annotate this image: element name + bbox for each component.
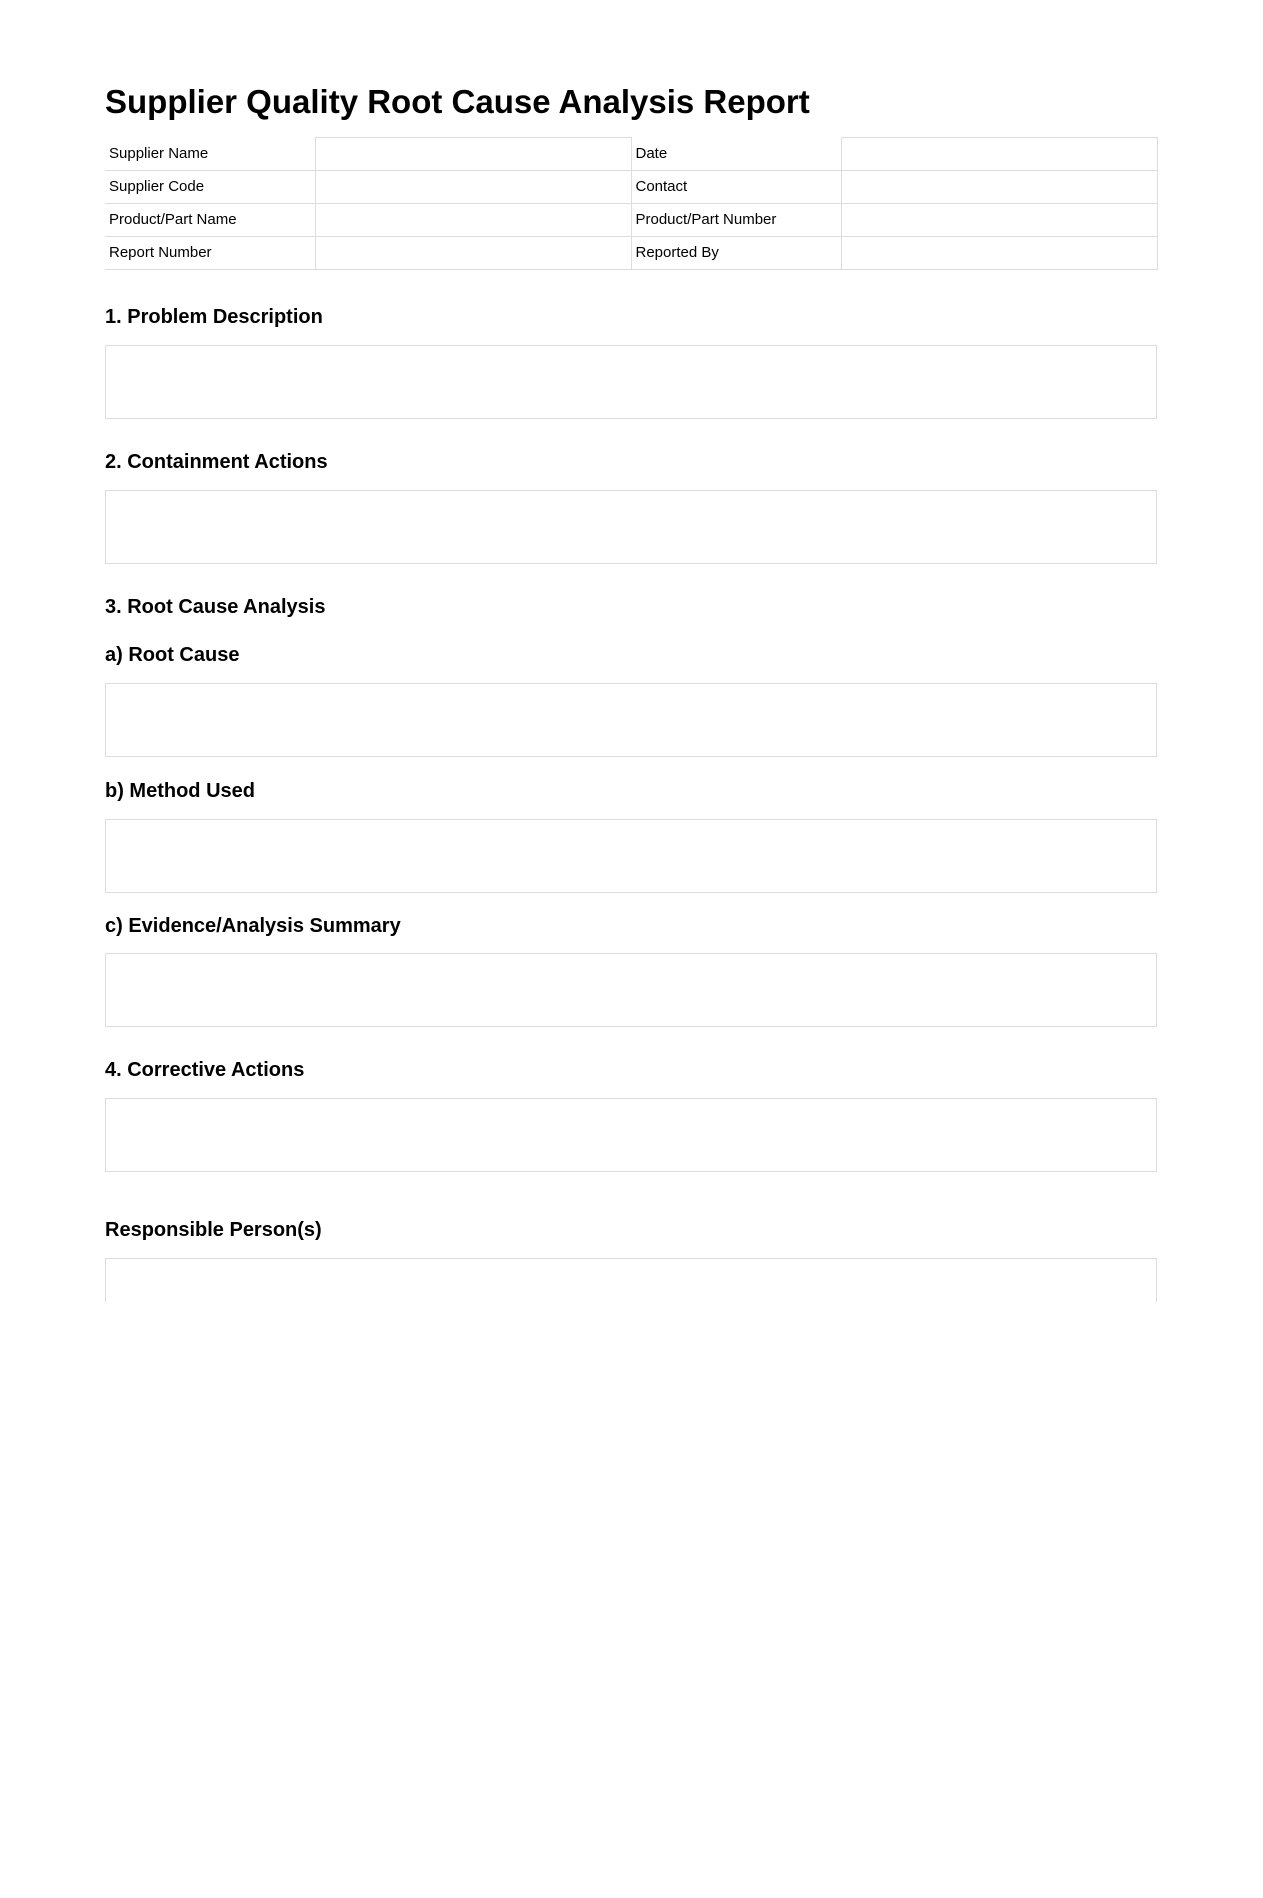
responsible-persons-field[interactable]	[105, 1258, 1157, 1302]
responsible-persons-heading: Responsible Person(s)	[105, 1219, 322, 1241]
supplier-name-field[interactable]	[315, 138, 631, 171]
containment-actions-field[interactable]	[105, 490, 1157, 564]
contact-field[interactable]	[841, 171, 1157, 204]
date-field[interactable]	[841, 138, 1157, 171]
evidence-summary-subheading: c) Evidence/Analysis Summary	[105, 915, 401, 937]
contact-label: Contact	[631, 171, 841, 204]
document-title: Supplier Quality Root Cause Analysis Report	[105, 83, 810, 120]
corrective-actions-heading: 4. Corrective Actions	[105, 1059, 305, 1081]
root-cause-analysis-heading: 3. Root Cause Analysis	[105, 596, 326, 618]
supplier-code-field[interactable]	[315, 171, 631, 204]
product-part-number-label: Product/Part Number	[631, 204, 841, 237]
corrective-actions-field[interactable]	[105, 1098, 1157, 1172]
problem-description-field[interactable]	[105, 345, 1157, 419]
product-part-name-field[interactable]	[315, 204, 631, 237]
root-cause-subheading: a) Root Cause	[105, 644, 240, 666]
date-label: Date	[631, 138, 841, 171]
info-row-supplier-code	[105, 171, 1157, 204]
method-used-subheading: b) Method Used	[105, 780, 255, 802]
supplier-info-table	[105, 137, 1158, 270]
info-row-report	[105, 237, 1157, 270]
product-part-number-field[interactable]	[841, 204, 1157, 237]
report-number-label: Report Number	[105, 237, 315, 270]
supplier-code-label: Supplier Code	[105, 171, 315, 204]
reported-by-field[interactable]	[841, 237, 1157, 270]
root-cause-field[interactable]	[105, 683, 1157, 757]
evidence-summary-field[interactable]	[105, 953, 1157, 1027]
reported-by-label: Reported By	[631, 237, 841, 270]
product-part-name-label: Product/Part Name	[105, 204, 315, 237]
info-row-supplier-name	[105, 138, 1157, 171]
report-number-field[interactable]	[315, 237, 631, 270]
info-row-product-part	[105, 204, 1157, 237]
containment-actions-heading: 2. Containment Actions	[105, 451, 328, 473]
supplier-name-label: Supplier Name	[105, 138, 315, 171]
problem-description-heading: 1. Problem Description	[105, 306, 323, 328]
method-used-field[interactable]	[105, 819, 1157, 893]
